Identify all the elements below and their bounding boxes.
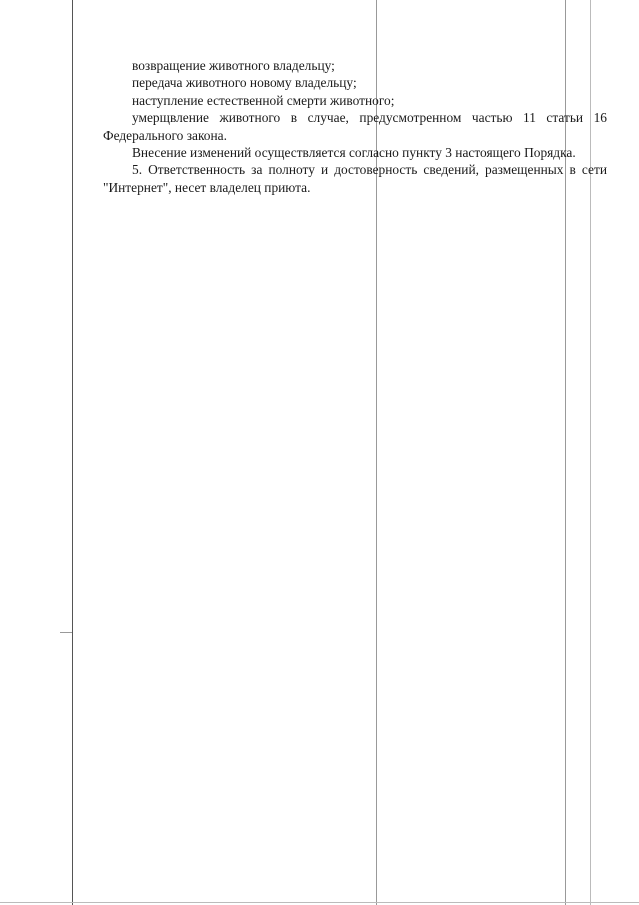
bottom-rule <box>0 902 639 903</box>
list-line: передача животного новому владельцу; <box>132 75 357 91</box>
margin-tick <box>60 632 72 633</box>
paragraph-euthanasia: умерщвление животного в случае, предусмотренном частью 11 статьи 16 Федерального закона. <box>103 110 607 143</box>
paragraph-changes: Внесение изменений осуществляется согласно пункту 3 настоящего Порядка. <box>132 145 576 161</box>
left-margin-line <box>72 0 73 905</box>
list-line: возвращение животного владельцу; <box>132 58 335 73</box>
document-body <box>103 57 607 196</box>
paragraph-responsibility: 5. Ответственность за полноту и достоверность сведений, размещенных в сети "Интернет", несет владелец приюта. <box>103 162 607 195</box>
list-line: наступление естественной смерти животного; <box>132 92 395 108</box>
